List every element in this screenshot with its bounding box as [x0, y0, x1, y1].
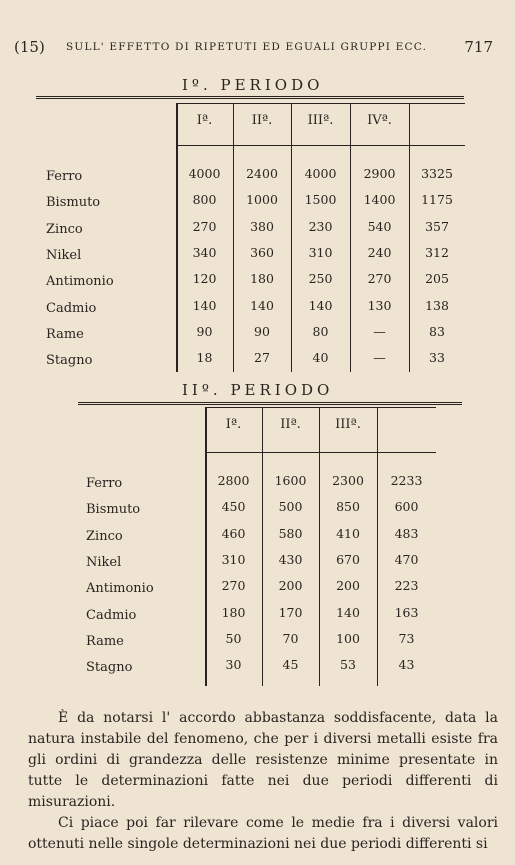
period1-col-header: IIª.	[251, 113, 273, 128]
period1-cell: 1400	[363, 192, 396, 208]
period2-cell: 483	[394, 525, 419, 541]
period2-col-header: Iª.	[225, 417, 242, 432]
period1-cell: 18	[196, 350, 213, 366]
period2-cell: 53	[340, 657, 356, 673]
period2-cell: 850	[336, 499, 360, 515]
period2-header-top-line	[205, 407, 436, 408]
period1-cell: 270	[192, 218, 217, 234]
period2-col-header: IIª.	[280, 417, 301, 432]
period2-row-label: Ferro	[86, 476, 123, 491]
period2-row-label: Cadmio	[86, 607, 137, 623]
period1-cell: 90	[254, 323, 270, 339]
period2-cell: 100	[336, 630, 360, 646]
period1-cell: 240	[367, 244, 392, 260]
period2-cell: 43	[398, 657, 415, 673]
period2-row-label: Bismuto	[86, 502, 141, 518]
period2-cell: 2800	[217, 473, 250, 488]
period2-cell: 70	[282, 630, 299, 646]
period1-col-header: IVª.	[367, 113, 392, 128]
period1-cell: 270	[367, 271, 392, 287]
period2-cell: 670	[336, 551, 360, 567]
period1-cell: 140	[308, 297, 333, 313]
period2-cell: 600	[394, 499, 419, 515]
period1-cell: 380	[250, 218, 274, 234]
period1-rule	[36, 96, 464, 99]
period1-cell: 310	[308, 244, 333, 260]
period2-row-label: Stagno	[86, 660, 133, 676]
period1-cell: 205	[425, 271, 449, 287]
period2-cell: 163	[394, 604, 419, 620]
period1-cell: 2900	[363, 166, 396, 181]
period1-row-label: Bismuto	[46, 195, 101, 211]
page-number: 717	[464, 38, 493, 56]
period2-cell: 30	[225, 657, 242, 673]
period1-cell: 90	[196, 323, 213, 339]
period2-cell: 270	[221, 578, 246, 594]
period2-cell: 310	[221, 551, 246, 567]
period2-cell: 450	[221, 499, 246, 515]
period1-cell: 33	[429, 350, 445, 366]
period2-header-bottom-line	[205, 452, 436, 453]
period1-cell: 1175	[421, 192, 453, 208]
period2-row-label: Rame	[86, 633, 124, 649]
period2-cell: 2300	[332, 473, 364, 488]
period2-cell: 50	[225, 630, 242, 646]
period1-cell: 120	[192, 271, 217, 287]
period2-cell: 223	[394, 578, 419, 594]
period1-title: Iº. PERIODO	[182, 76, 324, 94]
period2-cell: 470	[394, 551, 419, 567]
period2-cell: 140	[336, 604, 360, 620]
period2-cell: 2233	[390, 473, 423, 488]
period1-cell: 340	[192, 244, 217, 260]
period1-cell: 250	[308, 271, 333, 287]
period1-row-label: Nikel	[46, 247, 82, 263]
running-head	[14, 38, 493, 58]
body-text	[28, 708, 498, 855]
period2-cell: 500	[278, 499, 303, 515]
period1-header-top-line	[176, 103, 465, 104]
period2-cell: 580	[278, 525, 303, 541]
period1-cell: 540	[367, 218, 392, 234]
period1-row-label: Rame	[46, 326, 84, 342]
period2-row-label: Antimonio	[86, 581, 154, 597]
period1-cell: 4000	[188, 166, 221, 181]
period1-cell: 3325	[421, 166, 453, 181]
section-number: (15)	[14, 38, 45, 56]
period1-cell: 180	[250, 271, 274, 287]
period1-cell: 2400	[246, 166, 278, 181]
period1-cell: 800	[192, 192, 217, 208]
period2-cell: 200	[336, 578, 360, 594]
period1-cell: 140	[250, 297, 274, 313]
period1-cell: 138	[425, 297, 449, 313]
period1-row-label: Zinco	[46, 221, 83, 237]
paragraph-2: Ci piace poi far rilevare come le medie fra i diversi valori ottenuti nelle singole determinazioni nei due periodi differenti si	[28, 815, 498, 852]
period1-cell: —	[373, 350, 386, 366]
period1-cell: 140	[192, 297, 217, 313]
period1-cell: 80	[312, 323, 329, 339]
period2-title: IIº. PERIODO	[182, 381, 334, 399]
period1-row-label: Ferro	[46, 169, 83, 184]
period1-row-label: Antimonio	[46, 274, 114, 290]
period2-cell: 170	[278, 604, 303, 620]
period2-rule	[78, 402, 462, 405]
period1-cell: 230	[308, 218, 333, 234]
period2-cell: 460	[221, 525, 246, 541]
running-title: SULL' EFFETTO DI RIPETUTI ED EGUALI GRUPPI ECC.	[66, 41, 428, 53]
period1-cell: 4000	[304, 166, 337, 181]
period1-cell: 357	[425, 218, 449, 234]
period1-header-bottom-line	[176, 145, 465, 146]
period1-cell: 27	[254, 350, 270, 366]
period2-cell: 73	[398, 630, 415, 646]
period2-cell: 1600	[274, 473, 307, 488]
period2-row-label: Nikel	[86, 554, 122, 570]
period1-cell: 1500	[304, 192, 337, 208]
period1-col-header: IIIª.	[307, 113, 334, 128]
period2-cell: 45	[282, 657, 299, 673]
period1-cell: —	[373, 323, 386, 339]
period1-cell: 83	[429, 323, 445, 339]
period1-row-label: Cadmio	[46, 300, 97, 316]
period1-cell: 360	[250, 244, 274, 260]
period1-cell: 40	[312, 350, 329, 366]
period2-cell: 430	[278, 551, 303, 567]
period1-cell: 312	[425, 244, 449, 260]
period1-cell: 130	[367, 297, 392, 313]
period2-cell: 180	[221, 604, 246, 620]
period1-row-label: Stagno	[46, 353, 93, 369]
period2-cell: 410	[336, 525, 360, 541]
period1-cell: 1000	[246, 192, 278, 208]
period1-col-header: Iª.	[196, 113, 213, 128]
paragraph-1: È da notarsi l' accordo abbastanza soddisfacente, data la natura instabile del fenomeno, che per i diversi metalli esiste fra gli ordini di grandezza delle resistenze minime presentate in tutte le determinazioni fatte nei due periodi differenti di misurazioni.	[28, 710, 498, 810]
period2-row-label: Zinco	[86, 528, 123, 544]
period2-col-header: IIIª.	[335, 417, 361, 432]
period2-cell: 200	[278, 578, 303, 594]
